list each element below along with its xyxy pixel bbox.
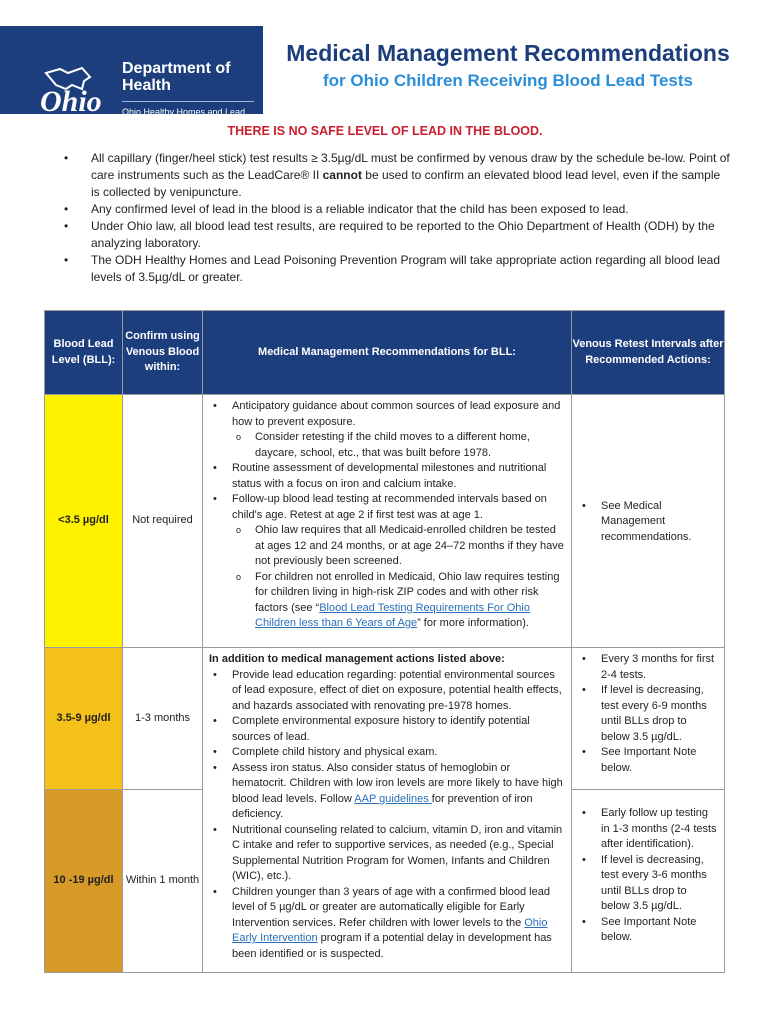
header-confirm-venous: Confirm using Venous Blood within: [123,311,203,395]
list-item: • If level is decreasing, test every 6-9 months until BLLs drop to below 3.5 µg/dL. [578,683,718,745]
recommendations-table [44,310,725,973]
confirm-cell: Within 1 month [123,790,203,973]
page-subtitle: for Ohio Children Receiving Blood Lead Tests [323,71,693,90]
level-cell: 10 -19 µg/dl [45,790,123,973]
list-item: • Anticipatory guidance about common sources of lead exposure and how to prevent exposure. o Consider retesting if the child moves to a different home, daycare, school, etc., that was built before 1978. [209,399,565,461]
list-item: • If level is decreasing, test every 3-6 months until BLLs drop to below 3.5 µg/dL. [578,853,718,915]
odh-logo-block [0,26,263,129]
list-item: o For children not enrolled in Medicaid, Ohio law requires testing for children living in high-risk ZIP codes and with other risk factors (see “Blood Lead Testing Requirements For Ohio Children less than 6 Years of Age” for more information). [232,570,565,632]
testing-requirements-link[interactable]: Blood Lead Testing Requirements For Ohio Children less than 6 Years of Age [255,601,530,629]
list-item: • All capillary (finger/heel stick) test results ≥ 3.5µg/dL must be confirmed by venous draw by the schedule be-low. Point of care instruments such as the LeadCare® II cannot be used to confirm an elevated blood lead level, even if the sample is collected by venipuncture. [60,150,730,201]
list-item: • Nutritional counseling related to calcium, vitamin D, iron and vitamin C intake and refer to supportive services, as needed (e.g., Special Supplemental Nutrition Program for Women, Infants and Children (WIC), etc.). [209,823,565,885]
list-item: • Early follow up testing in 1-3 months (2-4 tests after identification). [578,806,718,853]
header-recommendations: Medical Management Recommendations for BLL: [203,311,572,395]
list-item: • Provide lead education regarding: potential environmental sources of lead exposure, effect of diet on exposure, potential health effects, and hazards associated with renovating pre-1978 homes. [209,668,565,715]
list-item: • Complete child history and physical exam. [209,745,565,761]
table-row [45,648,725,790]
recommendations-intro: In addition to medical management actions listed above: [209,653,505,665]
list-item: • Every 3 months for first 2-4 tests. [578,652,718,683]
list-item: • See Medical Management recommendations. [578,499,718,546]
list-item: • See Important Note below. [578,745,718,776]
divider [122,101,254,102]
department-name: Department of Health [122,60,231,94]
list-item: • Routine assessment of developmental milestones and nutritional status with a focus on iron and calcium intake. [209,461,565,492]
level-cell: 3.5-9 µg/dl [45,648,123,790]
list-item: • Assess iron status. Also consider status of hemoglobin or hematocrit. Children with low iron levels are more likely to have high blood lead levels. Follow AAP guidelines for prevention of iron deficiency. [209,761,565,823]
recommendations-cell [203,395,572,648]
retest-cell [572,648,725,790]
warning-banner: THERE IS NO SAFE LEVEL OF LEAD IN THE BLOOD. [227,124,543,138]
recommendations-cell [203,648,572,973]
intro-list [60,150,730,286]
list-item: • See Important Note below. [578,915,718,946]
confirm-cell: Not required [123,395,203,648]
ohio-logo-icon [38,59,112,115]
header-blood-lead-level: Blood Lead Level (BLL): [45,311,123,395]
table-header-row [45,311,725,395]
list-item: • Any confirmed level of lead in the blood is a reliable indicator that the child has been exposed to lead. [60,201,730,218]
list-item: • Under Ohio law, all blood lead test results, are required to be reported to the Ohio Department of Health (ODH) by the analyzing laboratory. [60,218,730,252]
retest-cell [572,395,725,648]
list-item: o Ohio law requires that all Medicaid-enrolled children be tested at ages 12 and 24 months, or at age 24–72 months if they have not previously been screened. [232,523,565,570]
header-retest-intervals: Venous Retest Intervals after Recommended Actions: [572,311,725,395]
list-item: • Follow-up blood lead testing at recommended intervals based on child's age. Retest at age 2 if first test was at age 1. o Ohio law requires that all Medicaid-enrolled children be tested at ages 12 and 24 months, or at age 24–72 months if they have not previously been screened. o For children not enrolled in Medicaid, Ohio law requires testing for children living in high-risk ZIP codes and with other risk factors (see “Blood Lead Testing Requirements For Ohio Children less than 6 Years of Age” for more information). [209,492,565,632]
level-cell: <3.5 µg/dl [45,395,123,648]
page-title: Medical Management Recommendations [286,40,730,66]
table-row [45,395,725,648]
list-item: • Children younger than 3 years of age with a confirmed blood lead level of 5 µg/dL or greater are automatically eligible for Early Intervention services. Refer children with lower levels to the Ohio Early Intervention program if a potential delay in development has been identified or is suspected. [209,885,565,963]
list-item: • Complete environmental exposure history to identify potential sources of lead. [209,714,565,745]
aap-guidelines-link[interactable]: AAP guidelines [354,792,432,805]
list-item: • The ODH Healthy Homes and Lead Poisoning Prevention Program will take appropriate action regarding all blood lead levels of 3.5µg/dL or greater. [60,252,730,286]
list-item: o Consider retesting if the child moves to a different home, daycare, school, etc., that was built before 1978. [232,430,565,461]
ohio-logo-text: Ohio [40,85,102,115]
confirm-cell: 1-3 months [123,648,203,790]
retest-cell [572,790,725,973]
ohio-early-intervention-link[interactable]: Ohio Early Intervention [232,916,548,944]
program-name: Ohio Healthy Homes and Lead Poisoning Prevention Program [122,107,246,129]
